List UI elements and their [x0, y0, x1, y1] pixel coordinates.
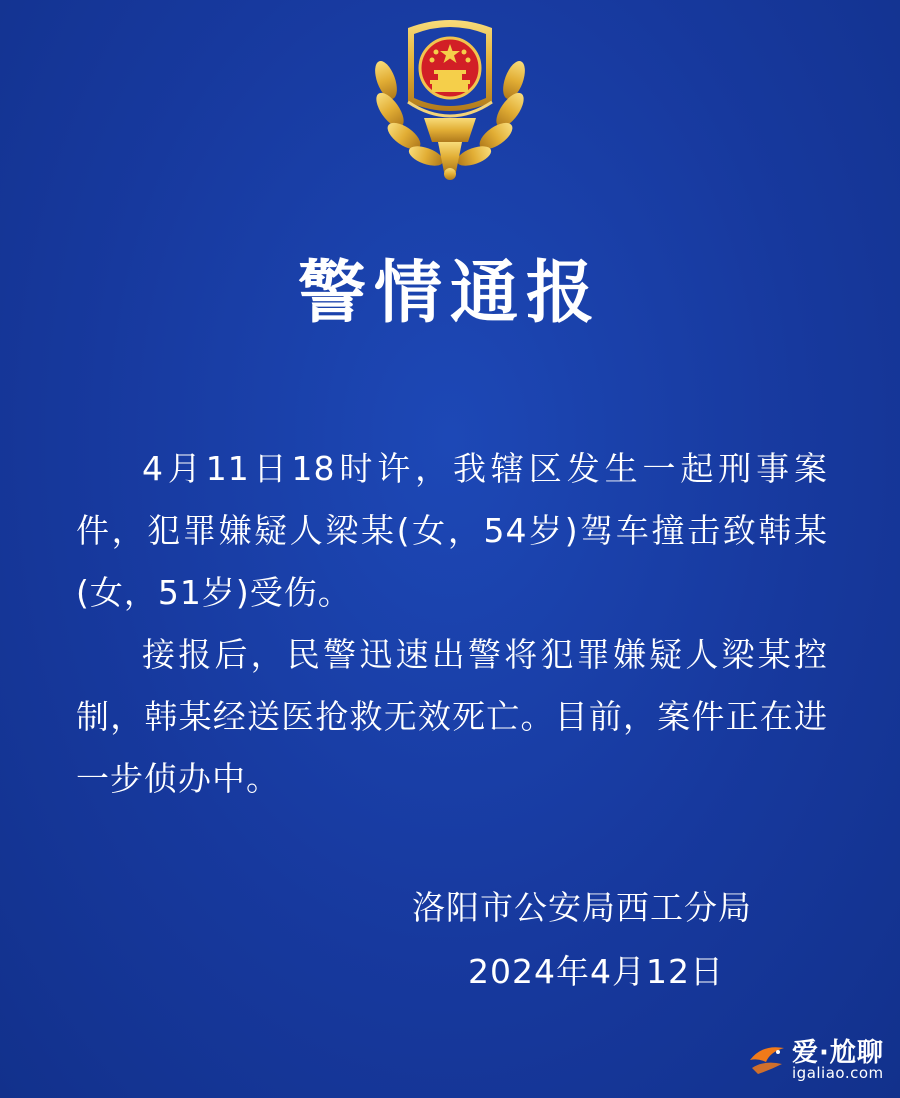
- police-emblem-icon: [368, 10, 532, 182]
- notice-body: [76, 438, 828, 810]
- watermark-url: igaliao.com: [792, 1064, 884, 1082]
- watermark-bird-icon: [744, 1034, 792, 1082]
- notice-paragraph: 4月11日18时许，我辖区发生一起刑事案件，犯罪嫌疑人梁某(女，54岁)驾车撞击致韩某(女，51岁)受伤。: [76, 449, 828, 612]
- watermark-brand: 爱·尬聊: [792, 1038, 884, 1068]
- issuer-name: 洛阳市公安局西工分局: [412, 888, 752, 927]
- issue-date: 2024年4月12日: [468, 952, 724, 991]
- watermark: [744, 1030, 894, 1090]
- notice-title: 警情通报: [297, 253, 602, 333]
- notice-paragraph: 接报后，民警迅速出警将犯罪嫌疑人梁某控制，韩某经送医抢救无效死亡。目前，案件正在进一步侦办中。: [76, 635, 828, 798]
- signature-block: [412, 876, 792, 1004]
